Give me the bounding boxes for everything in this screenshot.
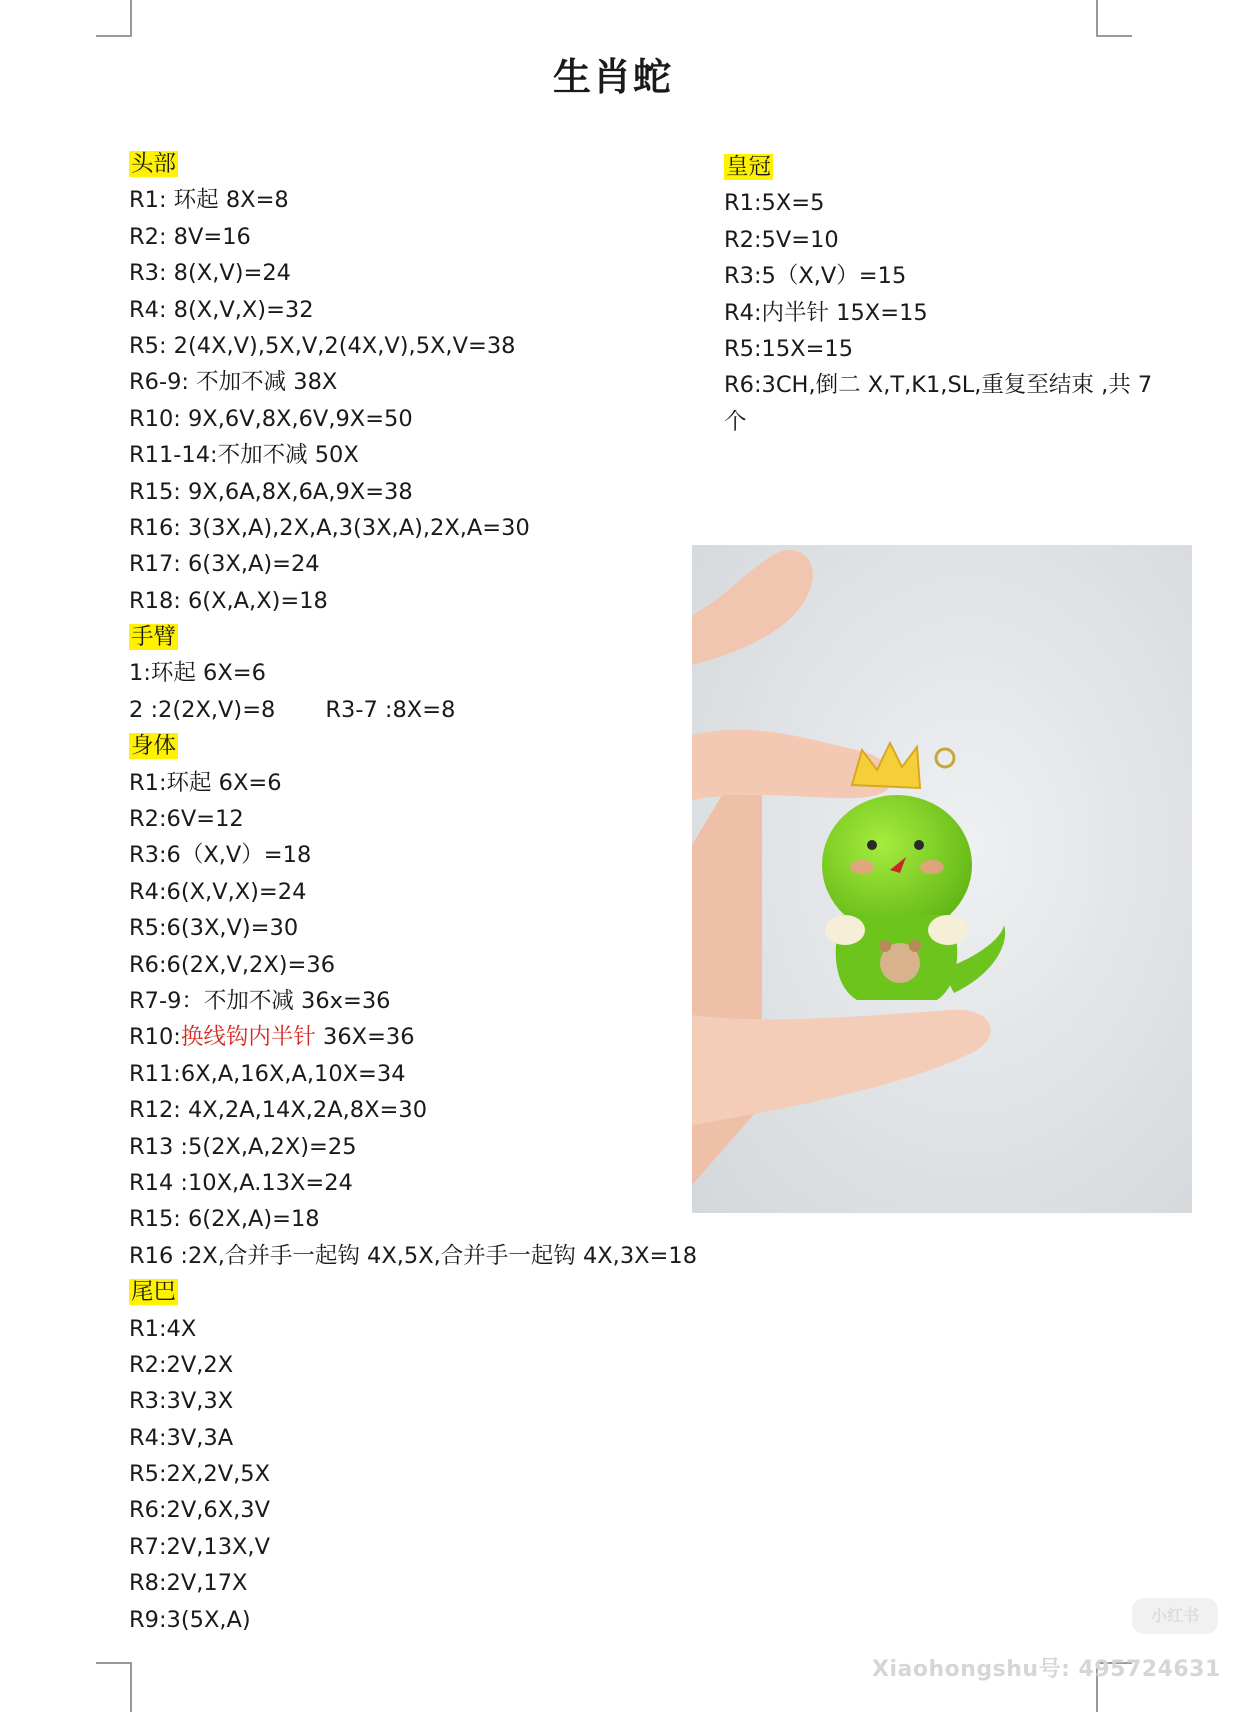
pattern-row: R1: 环起 8X=8 <box>129 187 289 214</box>
pattern-row: R4:内半针 15X=15 <box>724 299 928 326</box>
pattern-row: R3:3V,3X <box>129 1388 234 1415</box>
body-rows-a <box>129 765 729 1020</box>
arm-row-2: 2 :2(2X,V)=8 <box>129 696 276 723</box>
crown-rows <box>724 185 1174 440</box>
arm-row: 1:环起 6X=6 <box>129 660 266 687</box>
pattern-row: R5:2X,2V,5X <box>129 1461 270 1488</box>
pattern-row: R16 :2X,合并手一起钩 4X,5X,合并手一起钩 4X,3X=18 <box>129 1242 698 1269</box>
bear-ear-left <box>879 940 891 952</box>
pattern-row: R15: 9X,6A,8X,6A,9X=38 <box>129 478 413 505</box>
section-head <box>129 146 729 182</box>
section-heading-crown: 皇冠 <box>726 154 772 180</box>
section-tail <box>129 1274 729 1310</box>
pattern-row: R15: 6(2X,A)=18 <box>129 1206 320 1233</box>
snake-left-eye <box>867 840 877 850</box>
left-column <box>129 146 729 1638</box>
pattern-row: R6-9: 不加不减 38X <box>129 369 338 396</box>
pattern-row: R1:4X <box>129 1315 197 1342</box>
section-heading-head: 头部 <box>131 151 177 177</box>
section-arm <box>129 619 729 655</box>
pattern-row: R3: 8(X,V)=24 <box>129 260 291 287</box>
body-rows-b <box>129 1056 729 1274</box>
crop-mark-top-right <box>1096 0 1132 37</box>
pattern-row: R18: 6(X,A,X)=18 <box>129 587 328 614</box>
section-heading-body: 身体 <box>131 733 177 760</box>
crochet-snake-illustration <box>692 545 1192 1213</box>
pattern-row: R2: 8V=16 <box>129 223 251 250</box>
crop-mark-top-left <box>96 0 132 37</box>
pattern-row: R11-14:不加不减 50X <box>129 442 359 469</box>
r10-suffix: 36X=36 <box>315 1024 415 1051</box>
watermark-badge: 小红书 <box>1132 1598 1218 1634</box>
pattern-row: R3:6（X,V）=18 <box>129 842 312 869</box>
pattern-row: R6:3CH,倒二 X,T,K1,SL,重复至结束 ,共 7 个 <box>724 372 1153 435</box>
product-photo <box>692 545 1192 1213</box>
pattern-row: R2:6V=12 <box>129 806 244 833</box>
pattern-row: R17: 6(3X,A)=24 <box>129 551 320 578</box>
snake-left-arm <box>825 915 865 945</box>
section-heading-tail: 尾巴 <box>131 1279 177 1306</box>
pattern-row: R3:5（X,V）=15 <box>724 263 907 290</box>
pattern-row: R5:6(3X,V)=30 <box>129 915 299 942</box>
bear-ear-right <box>909 940 921 952</box>
snake-right-cheek <box>920 860 944 874</box>
snake-left-cheek <box>850 860 874 874</box>
section-crown <box>724 149 1174 185</box>
snake-right-arm <box>928 915 968 945</box>
watermark-text: Xiaohongshu号: 495724631 <box>872 1657 1221 1682</box>
head-rows <box>129 182 729 619</box>
pattern-row: R9:3(5X,A) <box>129 1606 251 1633</box>
pattern-row: R10: 9X,6V,8X,6V,9X=50 <box>129 405 413 432</box>
snake-right-eye <box>914 840 924 850</box>
pattern-row: R4:6(X,V,X)=24 <box>129 878 307 905</box>
pattern-row: R7-9：不加不减 36x=36 <box>129 987 391 1014</box>
pattern-row: R12: 4X,2A,14X,2A,8X=30 <box>129 1097 428 1124</box>
pattern-row: R4:3V,3A <box>129 1424 234 1451</box>
pattern-row: R5:15X=15 <box>724 336 854 363</box>
pattern-row: R4: 8(X,V,X)=32 <box>129 296 314 323</box>
arm-row <box>129 692 729 728</box>
pattern-row: R14 :10X,A.13X=24 <box>129 1169 353 1196</box>
pattern-row: R11:6X,A,16X,A,10X=34 <box>129 1060 406 1087</box>
section-heading-arm: 手臂 <box>131 624 177 651</box>
pattern-row: R6:2V,6X,3V <box>129 1497 270 1524</box>
page-title: 生肖蛇 <box>552 55 673 99</box>
pattern-row: R1:5X=5 <box>724 190 825 217</box>
right-column <box>724 149 1174 440</box>
pattern-row: R2:5V=10 <box>724 226 839 253</box>
pattern-row: R5: 2(4X,V),5X,V,2(4X,V),5X,V=38 <box>129 332 516 359</box>
crop-mark-bottom-left <box>96 1662 132 1712</box>
pattern-row: R7:2V,13X,V <box>129 1533 270 1560</box>
r10-prefix: R10: <box>129 1024 181 1051</box>
section-body <box>129 728 729 764</box>
pattern-row: R8:2V,17X <box>129 1570 248 1597</box>
tail-rows <box>129 1311 729 1639</box>
body-row-r10 <box>129 1019 729 1055</box>
arm-row-3-7: R3-7 :8X=8 <box>325 696 456 723</box>
r10-red-note: 换线钩内半针 <box>180 1024 316 1051</box>
pattern-row: R1:环起 6X=6 <box>129 769 282 796</box>
pattern-row: R6:6(2X,V,2X)=36 <box>129 951 336 978</box>
pattern-row: R16: 3(3X,A),2X,A,3(3X,A),2X,A=30 <box>129 514 530 541</box>
pattern-row: R13 :5(2X,A,2X)=25 <box>129 1133 357 1160</box>
pattern-row: R2:2V,2X <box>129 1351 234 1378</box>
